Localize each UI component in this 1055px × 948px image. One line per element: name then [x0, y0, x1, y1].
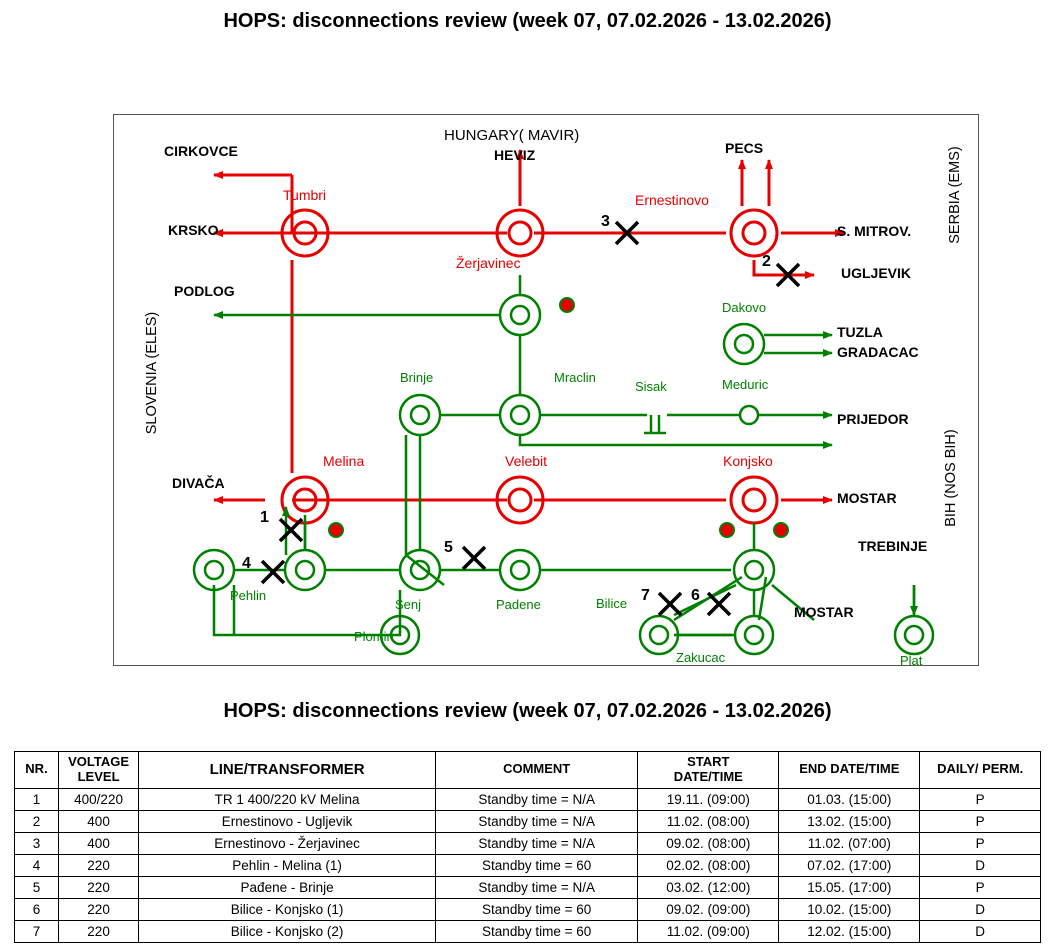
- cell-end: 13.02. (15:00): [779, 810, 920, 832]
- cell-voltage: 220: [59, 876, 139, 898]
- cell-nr: 2: [15, 810, 59, 832]
- cell-start: 03.02. (12:00): [638, 876, 779, 898]
- label-bilice: Bilice: [596, 596, 628, 611]
- cell-line: Bilice - Konjsko (2): [139, 920, 436, 942]
- cell-line: Bilice - Konjsko (1): [139, 898, 436, 920]
- table-row: [15, 876, 1041, 898]
- table-row: [15, 832, 1041, 854]
- cell-nr: 6: [15, 898, 59, 920]
- label-ugljevik: UGLJEVIK: [841, 265, 912, 281]
- label-tuzla: TUZLA: [837, 324, 883, 340]
- table-row: [15, 920, 1041, 942]
- disconnections-table: [14, 751, 1041, 943]
- region-label-slovenia: SLOVENIA (ELES): [144, 311, 160, 435]
- page-title-top: HOPS: disconnections review (week 07, 07.02.2026 - 13.02.2026): [223, 10, 832, 32]
- cell-comment: Standby time = 60: [436, 854, 638, 876]
- cell-daily: P: [920, 788, 1041, 810]
- column-header-start: [638, 752, 779, 789]
- start-header-line2: DATE/TIME: [673, 768, 743, 784]
- cell-line: TR 1 400/220 kV Melina: [139, 788, 436, 810]
- cell-nr: 5: [15, 876, 59, 898]
- label-senj: Senj: [395, 597, 422, 612]
- cell-voltage: 220: [59, 898, 139, 920]
- fault-number-1: 1: [260, 509, 269, 526]
- cell-comment: Standby time = 60: [436, 920, 638, 942]
- cell-voltage: 220: [59, 920, 139, 942]
- cell-start: 19.11. (09:00): [638, 788, 779, 810]
- column-header-comment: COMMENT: [436, 752, 638, 789]
- label-ernestinovo: Ernestinovo: [635, 192, 709, 208]
- cell-start: 11.02. (09:00): [638, 920, 779, 942]
- cell-comment: Standby time = N/A: [436, 788, 638, 810]
- cell-start: 11.02. (08:00): [638, 810, 779, 832]
- label-velebit: Velebit: [505, 453, 548, 469]
- cell-daily: D: [920, 898, 1041, 920]
- cell-daily: P: [920, 810, 1041, 832]
- label-divaca: DIVAČA: [172, 475, 225, 491]
- cell-line: Pađene - Brinje: [139, 876, 436, 898]
- network-diagram: [113, 114, 979, 666]
- label-zerjavinec: Žerjavinec: [456, 255, 521, 271]
- cell-start: 09.02. (08:00): [638, 832, 779, 854]
- cell-start: 09.02. (09:00): [638, 898, 779, 920]
- cell-start: 02.02. (08:00): [638, 854, 779, 876]
- column-header-end: END DATE/TIME: [779, 752, 920, 789]
- column-header-daily: DAILY/ PERM.: [920, 752, 1041, 789]
- cell-comment: Standby time = N/A: [436, 832, 638, 854]
- fault-number-5: 5: [444, 539, 453, 556]
- fault-number-2: 2: [762, 253, 771, 270]
- column-header-line: LINE/TRANSFORMER: [139, 752, 436, 789]
- label-konjsko: Konjsko: [723, 453, 773, 469]
- cell-daily: P: [920, 876, 1041, 898]
- label-pecs: PECS: [725, 140, 764, 156]
- fault-number-4: 4: [242, 555, 251, 572]
- table-row: [15, 810, 1041, 832]
- label-krsko: KRSKO: [168, 222, 219, 238]
- table-header-row: [15, 752, 1041, 789]
- label-prijedor: PRIJEDOR: [837, 411, 909, 427]
- column-header-voltage: [59, 752, 139, 789]
- label-mraclin: Mraclin: [554, 370, 596, 385]
- label-mostar-2: MOSTAR: [794, 604, 854, 620]
- cell-line: Ernestinovo - Ugljevik: [139, 810, 436, 832]
- cell-comment: Standby time = 60: [436, 898, 638, 920]
- voltage-header-line1: VOLTAGE: [68, 754, 130, 769]
- label-dakovo: Dakovo: [722, 300, 767, 315]
- cell-daily: P: [920, 832, 1041, 854]
- label-trebinje: TREBINJE: [858, 538, 928, 554]
- label-mostar-1: MOSTAR: [837, 490, 897, 506]
- table-row: [15, 898, 1041, 920]
- region-label-hungary: HUNGARY( MAVIR): [444, 127, 580, 144]
- page-title-middle: HOPS: disconnections review (week 07, 07.02.2026 - 13.02.2026): [223, 700, 832, 722]
- column-header-nr: NR.: [15, 752, 59, 789]
- label-plat: Plat: [900, 653, 923, 668]
- label-brinje: Brinje: [400, 370, 434, 385]
- cell-nr: 3: [15, 832, 59, 854]
- cell-end: 10.02. (15:00): [779, 898, 920, 920]
- cell-end: 07.02. (17:00): [779, 854, 920, 876]
- cell-nr: 7: [15, 920, 59, 942]
- cell-comment: Standby time = N/A: [436, 876, 638, 898]
- cell-nr: 1: [15, 788, 59, 810]
- cell-nr: 4: [15, 854, 59, 876]
- label-heviz: HEVIZ: [494, 147, 536, 163]
- label-s-mitrov: S. MITROV.: [837, 223, 912, 239]
- label-melina: Melina: [323, 453, 365, 469]
- label-plomin: Plomin: [354, 629, 394, 644]
- label-pehlin: Pehlin: [230, 588, 267, 603]
- cell-voltage: 400: [59, 832, 139, 854]
- label-gradacac: GRADACAC: [837, 344, 919, 360]
- voltage-header-line2: LEVEL: [77, 768, 120, 784]
- label-tumbri: Tumbri: [283, 187, 327, 203]
- cell-voltage: 400: [59, 810, 139, 832]
- cell-line: Pehlin - Melina (1): [139, 854, 436, 876]
- label-meduric: Meduric: [722, 377, 769, 392]
- label-cirkovce: CIRKOVCE: [164, 143, 238, 159]
- label-podlog: PODLOG: [174, 283, 235, 299]
- cell-voltage: 220: [59, 854, 139, 876]
- fault-number-3: 3: [601, 213, 610, 230]
- cell-voltage: 400/220: [59, 788, 139, 810]
- start-header-line1: START: [687, 754, 730, 769]
- label-zakucac: Zakucac: [676, 650, 726, 665]
- cell-comment: Standby time = N/A: [436, 810, 638, 832]
- fault-number-6: 6: [691, 587, 700, 604]
- table-row: [15, 788, 1041, 810]
- fault-number-7: 7: [641, 587, 650, 604]
- cell-end: 11.02. (07:00): [779, 832, 920, 854]
- table-row: [15, 854, 1041, 876]
- region-label-serbia: SERBIA (EMS): [947, 146, 963, 244]
- label-padene: Padene: [496, 597, 541, 612]
- cell-end: 12.02. (15:00): [779, 920, 920, 942]
- cell-daily: D: [920, 854, 1041, 876]
- cell-line: Ernestinovo - Žerjavinec: [139, 832, 436, 854]
- region-label-bih: BIH (NOS BIH): [943, 429, 959, 527]
- cell-daily: D: [920, 920, 1041, 942]
- cell-end: 01.03. (15:00): [779, 788, 920, 810]
- cell-end: 15.05. (17:00): [779, 876, 920, 898]
- label-sisak: Sisak: [635, 379, 667, 394]
